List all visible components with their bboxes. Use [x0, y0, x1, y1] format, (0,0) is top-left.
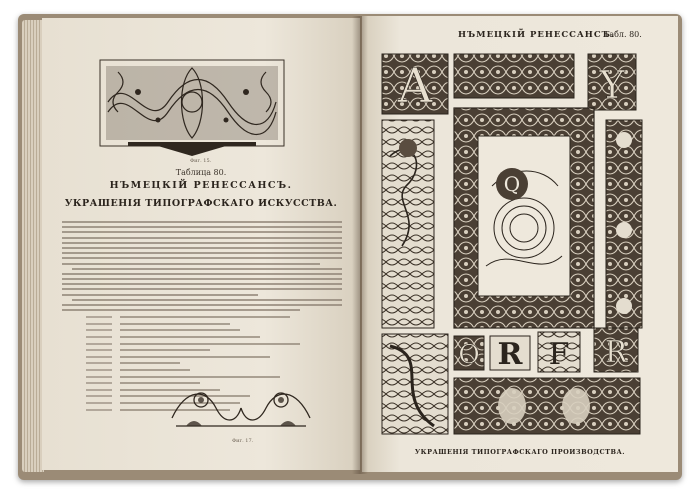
ornamental-headpiece	[98, 52, 286, 156]
plate-number: Таблица 80.	[175, 168, 227, 177]
plate-title: НЪМЕЦКІЙ РЕНЕССАНСЪ.	[109, 180, 293, 191]
right-page	[362, 16, 678, 472]
left-page	[42, 18, 360, 470]
svg-text:Q: Q	[503, 172, 521, 196]
svg-text:R: R	[604, 335, 628, 370]
svg-text:R: R	[497, 337, 523, 372]
ornamental-tailpiece	[166, 378, 316, 434]
tailpiece-caption: Фиг. 17.	[232, 438, 254, 444]
page-edges	[22, 20, 44, 472]
svg-text:A: A	[397, 58, 433, 114]
svg-text:O: O	[458, 340, 480, 370]
ornament-plate	[362, 16, 678, 472]
right-header-title: НЪМЕЦКІЙ РЕНЕССАНСЪ.	[458, 30, 615, 40]
plate-subtitle: УКРАШЕНІЯ ТИПОГРАФСКАГО ИСКУССТВА.	[64, 198, 338, 209]
book-gutter	[352, 16, 368, 474]
svg-text:F: F	[548, 337, 570, 372]
headpiece-caption: Фиг. 15.	[190, 158, 212, 164]
right-page-footer: УКРАШЕНІЯ ТИПОГРАФСКАГО ПРОИЗВОДСТВА.	[414, 448, 626, 456]
svg-text:Y: Y	[599, 63, 625, 107]
body-text-block	[62, 221, 342, 314]
right-header-plate: Табл. 80.	[604, 30, 642, 39]
